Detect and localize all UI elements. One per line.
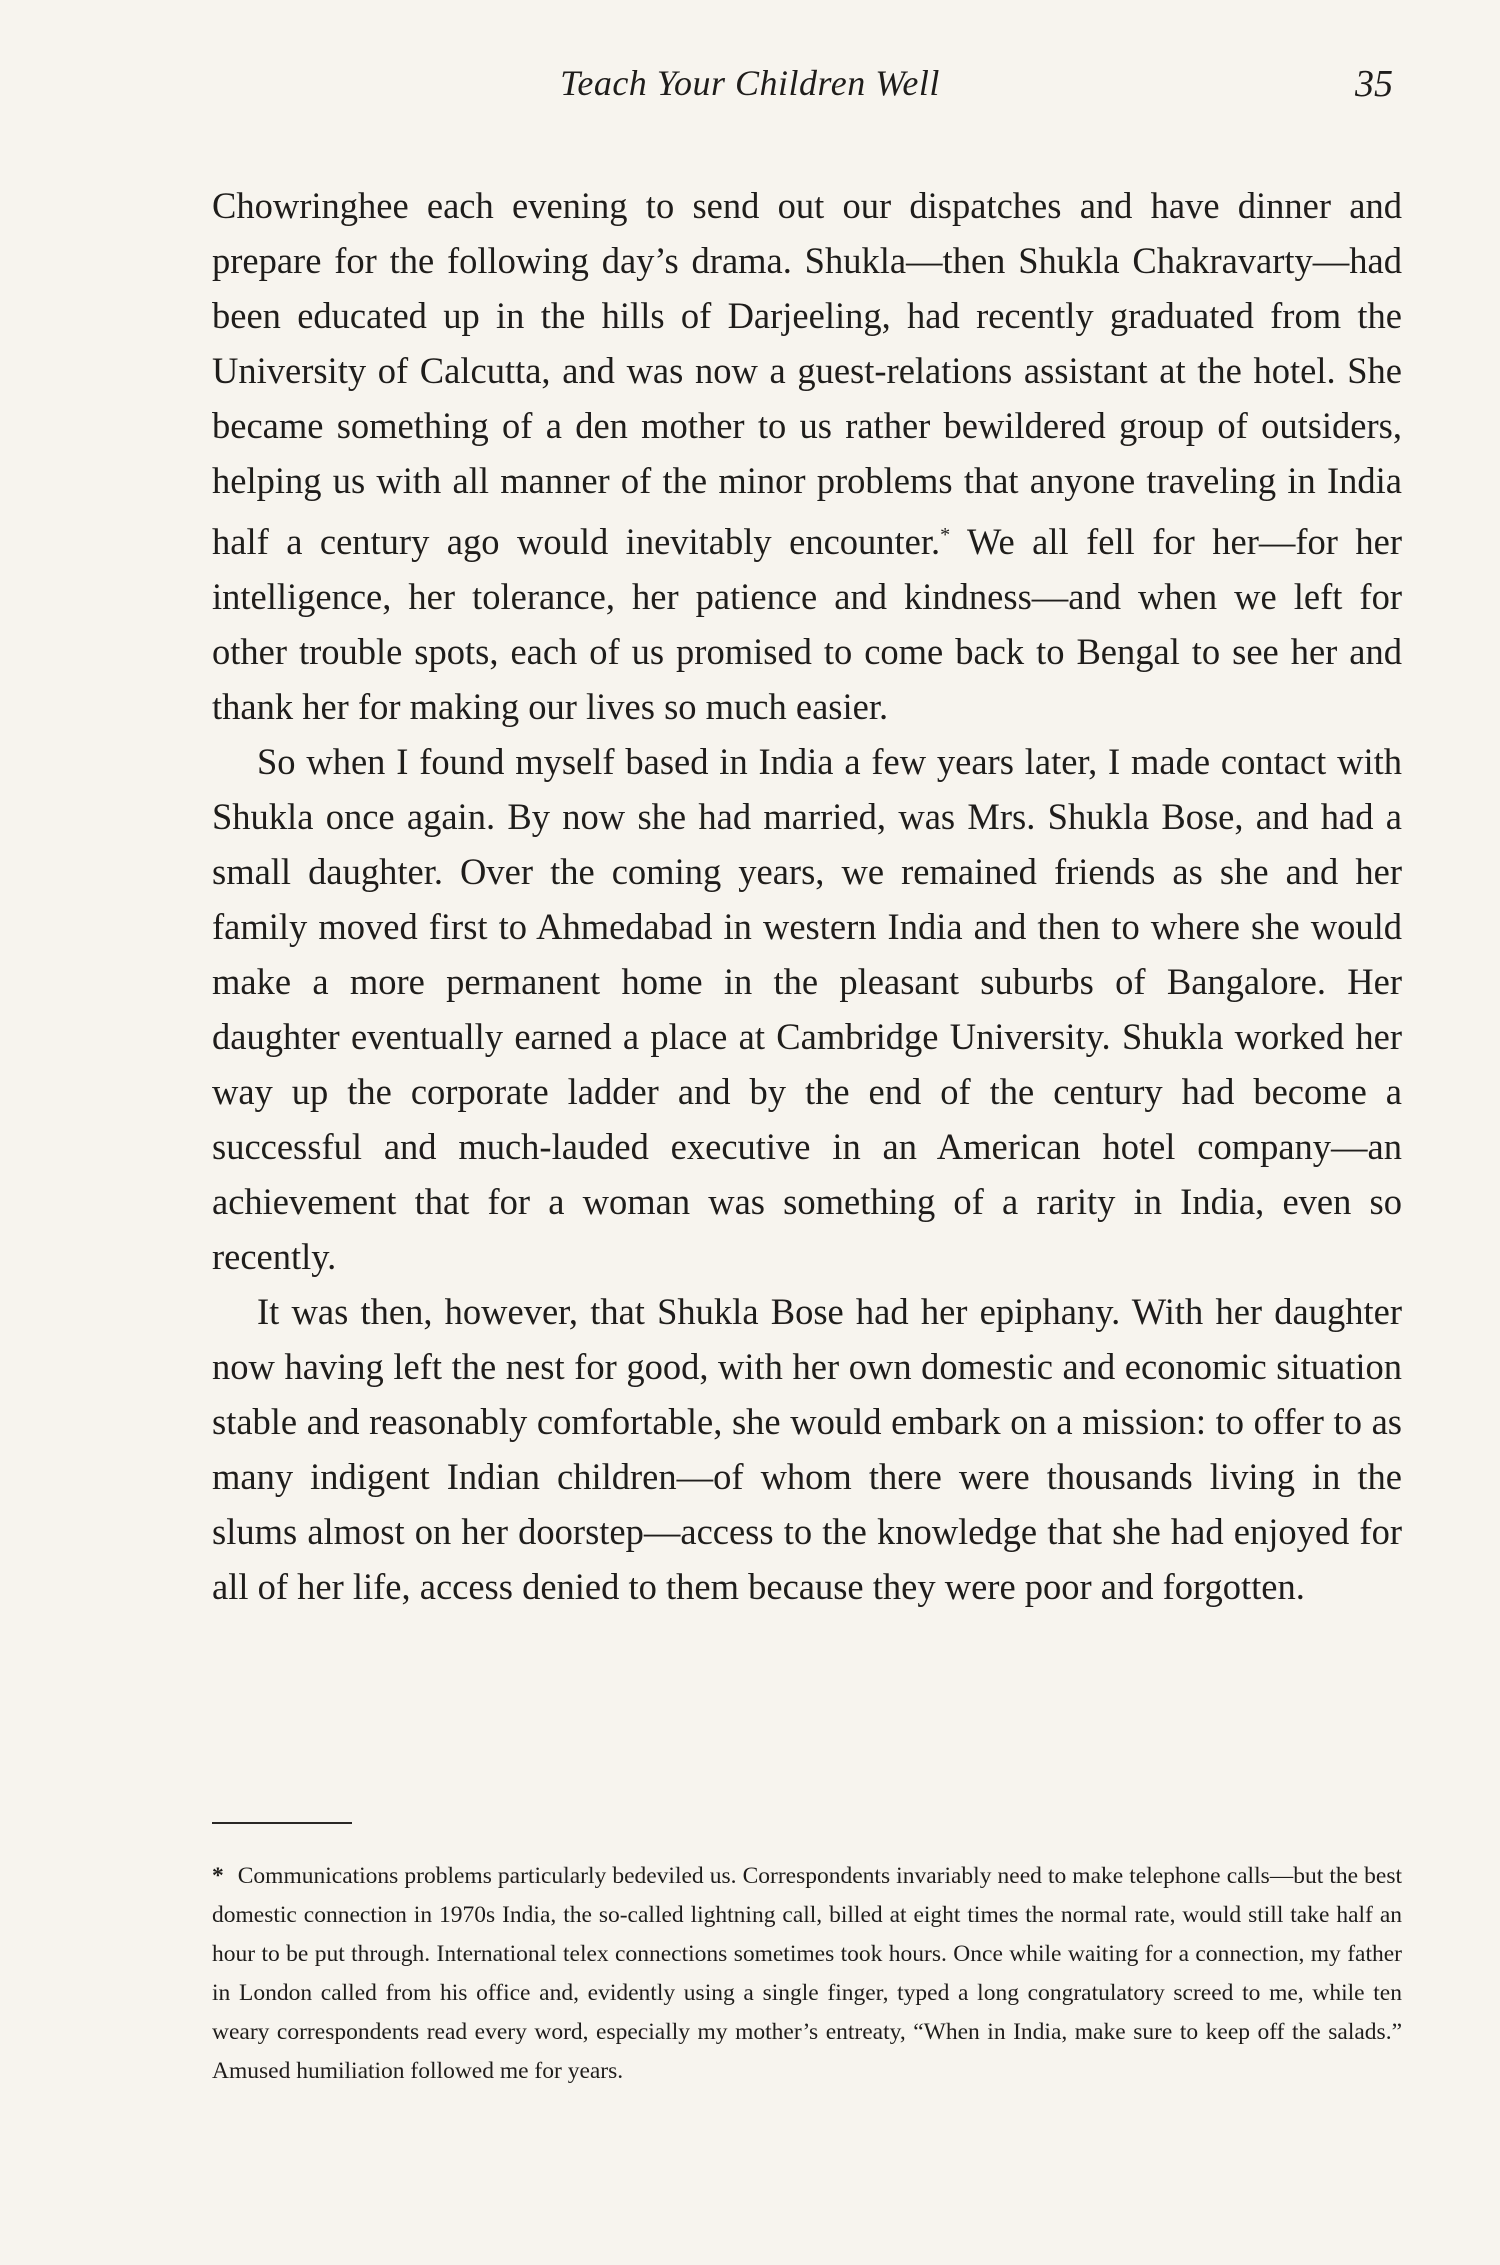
page-number: 35 [1355,63,1393,105]
paragraph-1-text-a: Chowringhee each evening to send out our dispatches and have dinner and prepare for the following day’s drama. Shukla—then Shukla Chakravarty—had been educated up in the hills of Darjeeling, had recently graduated from the University of Calcutta, and was now a guest-relations assistant at the hotel. She became something of a den mother to us rather bewildered group of outsiders, helping us with all manner of the minor problems that anyone traveling in India half a century ago would inevitably encounter. [212,185,1402,563]
footnote-divider [212,1822,352,1824]
footnote-mark: * [212,1863,224,1889]
paragraph-1-text-b: We all fell for her—for her intelligence, her tolerance, her patience and kindness—and when we left for other trouble spots, each of us promised to come back to Bengal to see her and thank her for making our lives so much easier. [212,521,1402,728]
footnote [212,1857,1402,2091]
footnote-text: Communications problems particularly bedeviled us. Correspondents invariably need to make telephone calls—but the best domestic connection in 1970s India, the so-called lightning call, billed at eight times the normal rate, would still take half an hour to be put through. International telex connections sometimes took hours. Once while waiting for a connection, my father in London called from his office and, evidently using a single finger, typed a long congratulatory screed to me, while ten weary correspondents read every word, especially my mother’s entreaty, “When in India, make sure to keep off the salads.” Amused humiliation followed me for years. [212,1863,1402,2084]
paragraph-2: So when I found myself based in India a few years later, I made contact with Shukla once again. By now she had married, was Mrs. Shukla Bose, and had a small daughter. Over the coming years, we remained friends as she and her family moved first to Ahmedabad in western India and then to where she would make a more permanent home in the pleasant suburbs of Bangalore. Her daughter eventually earned a place at Cambridge University. Shukla worked her way up the corporate ladder and by the end of the century had become a successful and much-lauded executive in an American hotel company—an achievement that for a woman was something of a rarity in India, even so recently. [212,741,1402,1278]
main-text [212,178,1402,1614]
running-title: Teach Your Children Well [560,63,940,103]
footnote-reference: * [940,524,951,546]
paragraph-1 [212,178,1402,734]
paragraph-3: It was then, however, that Shukla Bose had her epiphany. With her daughter now having left the nest for good, with her own domestic and economic situation stable and reasonably comfortable, she would embark on a mission: to offer to as many indigent Indian children—of whom there were thousands living in the slums almost on her doorstep—access to the knowledge that she had enjoyed for all of her life, access denied to them because they were poor and forgotten. [212,1291,1402,1608]
